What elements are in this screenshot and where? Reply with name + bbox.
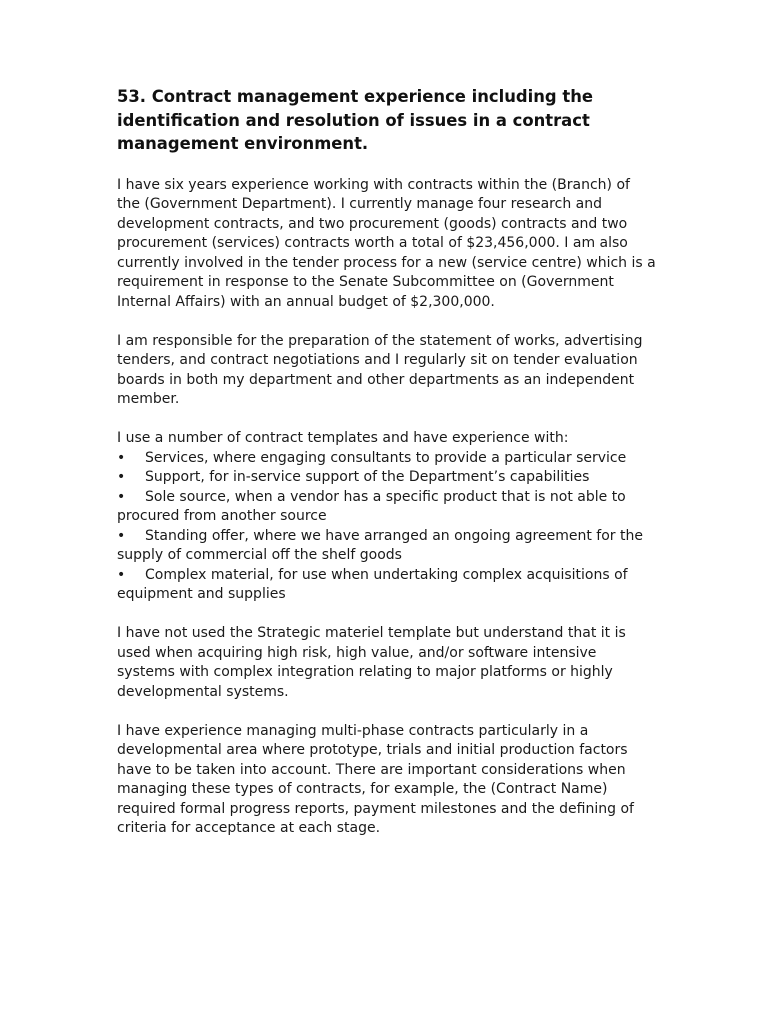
list-item-text: Support, for in-service support of the Department’s capabilities [145,469,590,485]
paragraph-experience: I have six years experience working with contracts within the (Branch) of the (Government Department). I currently manage four research and development contracts, and two procurement (goods) contracts and two procurement (services) contracts worth a total of $23,456,000. I am also currently involved in the tender process for a new (service centre) which is a requirement in response to the Senate Subcommittee on (Government Internal Affairs) with an annual budget of $2,300,000. [117,176,656,310]
list-item [117,468,657,488]
bullet-icon: • [117,469,126,485]
document-heading: 53. Contract management experience including the identification and resolution of issues in a contract management environment. [117,87,593,153]
list-item [117,566,657,605]
list-item-text: Standing offer, where we have arranged an ongoing agreement for the supply of commercial off the shelf goods [117,527,643,563]
paragraph-multi-phase: I have experience managing multi-phase contracts particularly in a developmental area where prototype, trials and initial production factors have to be taken into account. There are important considerations when managing these types of contracts, for example, the (Contract Name) required formal progress reports, payment milestones and the defining of criteria for acceptance at each stage. [117,722,634,836]
bullet-icon: • [117,449,126,466]
list-item [117,449,657,469]
bullet-icon: • [117,527,126,544]
templates-list [117,449,657,605]
paragraph-responsibilities: I am responsible for the preparation of the statement of works, advertising tenders, and contract negotiations and I regularly sit on tender evaluation boards in both my department and other departments as an independent member. [117,332,643,407]
document-page [117,85,657,858]
list-item [117,488,657,527]
list-item-text: Complex material, for use when undertaking complex acquisitions of equipment and supplies [117,566,628,602]
paragraph-strategic-materiel: I have not used the Strategic materiel template but understand that it is used when acquiring high risk, high value, and/or software intensive systems with complex integration relating to major platforms or highly developmental systems. [117,625,626,700]
bullet-icon: • [117,488,126,505]
bullet-icon: • [117,566,126,583]
list-item-text: Sole source, when a vendor has a specific product that is not able to procured from another source [117,488,626,524]
list-item [117,527,657,566]
list-item-text: Services, where engaging consultants to provide a particular service [145,449,627,466]
templates-section [117,429,657,605]
paragraph-templates-intro: I use a number of contract templates and have experience with: [117,430,569,446]
